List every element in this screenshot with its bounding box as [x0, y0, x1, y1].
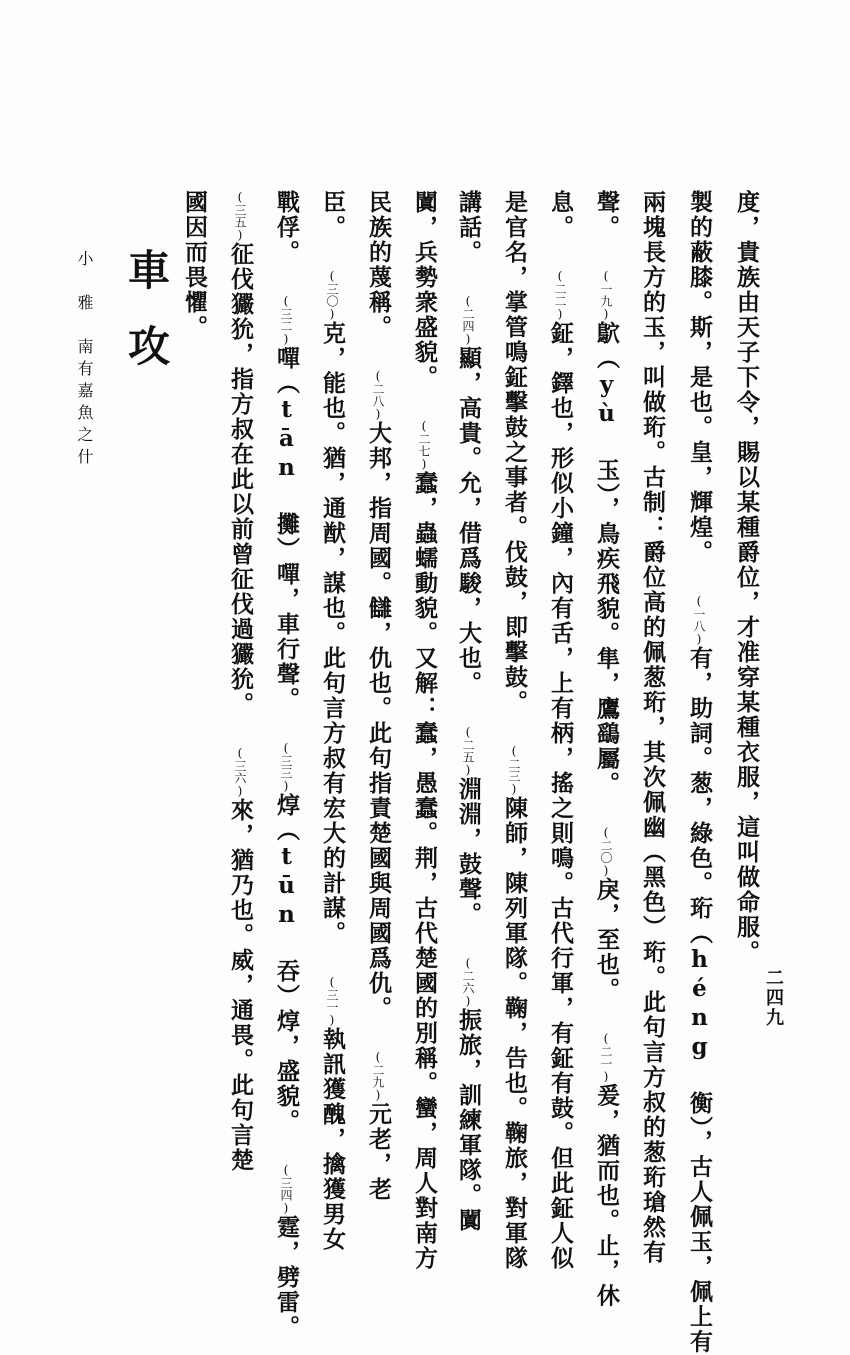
column-text: 鉦，鐸也，形似小鐘，內有舌，上有柄，搖之則鳴。古代行軍，有鉦有鼓。但此鉦人似	[547, 321, 574, 1271]
text-column-8	[413, 190, 436, 1271]
footnote-marker: (三一)	[325, 975, 339, 1027]
text-column-3	[641, 190, 664, 1265]
footnote-marker: (二一)	[599, 1031, 613, 1084]
poem-title: 車攻	[122, 248, 171, 400]
column-text: 闐，兵勢衆盛貌。	[411, 190, 438, 419]
column-text: 戾，至也。	[593, 877, 620, 1032]
text-column-7	[457, 190, 480, 1233]
footnote-marker: (二三)	[507, 744, 521, 796]
running-header: 小 雅 南有嘉魚之什	[75, 250, 94, 470]
footnote-marker: (三三)	[279, 741, 293, 793]
column-text: 講話。	[455, 190, 482, 294]
column-text: 嘽（tān 攤）嘽，車行聲。	[273, 346, 300, 741]
footnote-marker: (二四)	[461, 294, 475, 346]
column-text: 有，助詞。葱，綠色。珩（héng 衡），古人佩玉，佩上有	[686, 646, 713, 1355]
column-text: 兩塊長方的玉，叫做珩。古制：爵位高的佩葱珩，其次佩幽（黑色）珩。此句言方叔的葱珩瑲然有	[639, 190, 666, 1265]
footnote-marker: (三五)	[233, 190, 247, 242]
page-number: 二四九	[763, 968, 784, 1028]
footnote-marker: (二五)	[461, 725, 475, 777]
footnote-marker: (一八)	[692, 594, 706, 646]
column-text: 國因而畏懼。	[181, 190, 208, 340]
column-text: 鴥（yù 玉），鳥疾飛貌。隼，鷹鷂屬。	[593, 321, 620, 826]
column-text: 蠢，蟲蠕動貌。又解：蠢，愚蠢。荆，古代楚國的別稱。蠻，周人對南方	[411, 471, 438, 1271]
text-column-9	[367, 190, 390, 1202]
footnote-marker: (二〇)	[599, 825, 613, 878]
footnote-marker: (二七)	[417, 419, 431, 471]
text-column-12	[229, 190, 252, 1173]
text-column-4	[595, 190, 618, 1309]
column-text: 振旅，訓練軍隊。闐	[455, 1008, 482, 1233]
column-text: 霆，劈雷。	[273, 1215, 300, 1340]
column-text: 臣。	[319, 190, 346, 269]
footnote-marker: (三〇)	[325, 269, 339, 321]
column-text: 爰，猶而也。止，休	[593, 1083, 620, 1309]
column-text: 大邦，指周國。讎，仇也。此句指責楚國與周國爲仇。	[365, 421, 392, 1050]
column-text: 元老，老	[365, 1102, 392, 1202]
footnote-marker: (三二)	[279, 294, 293, 346]
column-text: 陳師，陳列軍隊。鞠，告也。鞠旅，對軍隊	[501, 796, 528, 1271]
footnote-marker: (三四)	[279, 1163, 293, 1215]
text-column-11	[275, 190, 298, 1340]
column-text: 淵淵，鼓聲。	[455, 777, 482, 956]
column-text: 度，貴族由天子下令，賜以某種爵位，才准穿某種衣服，這叫做命服。	[733, 190, 760, 965]
footnote-marker: (三六)	[233, 746, 247, 798]
column-text: 焞（tūn 吞）焞，盛貌。	[273, 793, 300, 1163]
column-text: 克，能也。猶，通猷，謀也。此句言方叔有宏大的計謀。	[319, 321, 346, 975]
column-text: 製的蔽膝。斯，是也。皇，輝煌。	[686, 190, 713, 594]
column-text: 民族的蔑稱。	[365, 190, 392, 369]
column-text: 戰俘。	[273, 190, 300, 294]
text-column-5	[549, 190, 572, 1271]
footnote-marker: (二二)	[553, 269, 567, 321]
column-text: 征伐玁狁，指方叔在此以前曾征伐過玁狁。	[227, 242, 254, 746]
column-text: 息。	[547, 190, 574, 269]
column-text: 執訊獲醜，擒獲男女	[319, 1027, 346, 1252]
footnote-marker: (二八)	[371, 369, 385, 421]
column-text: 是官名，掌管鳴鉦擊鼓之事者。伐鼓，即擊鼓。	[501, 190, 528, 744]
text-column-1	[735, 190, 758, 965]
footnote-marker: (二九)	[371, 1050, 385, 1102]
column-text: 來，猶乃也。威，通畏。此句言楚	[227, 798, 254, 1173]
text-column-13	[183, 190, 206, 340]
column-text: 聲。	[593, 190, 620, 269]
column-text: 顯，高貴。允，借爲駿，大也。	[455, 346, 482, 725]
text-column-2	[688, 190, 711, 1355]
footnote-marker: (二六)	[461, 956, 475, 1008]
text-column-6	[503, 190, 526, 1271]
text-column-10	[321, 190, 344, 1252]
footnote-marker: (一九)	[599, 269, 613, 321]
